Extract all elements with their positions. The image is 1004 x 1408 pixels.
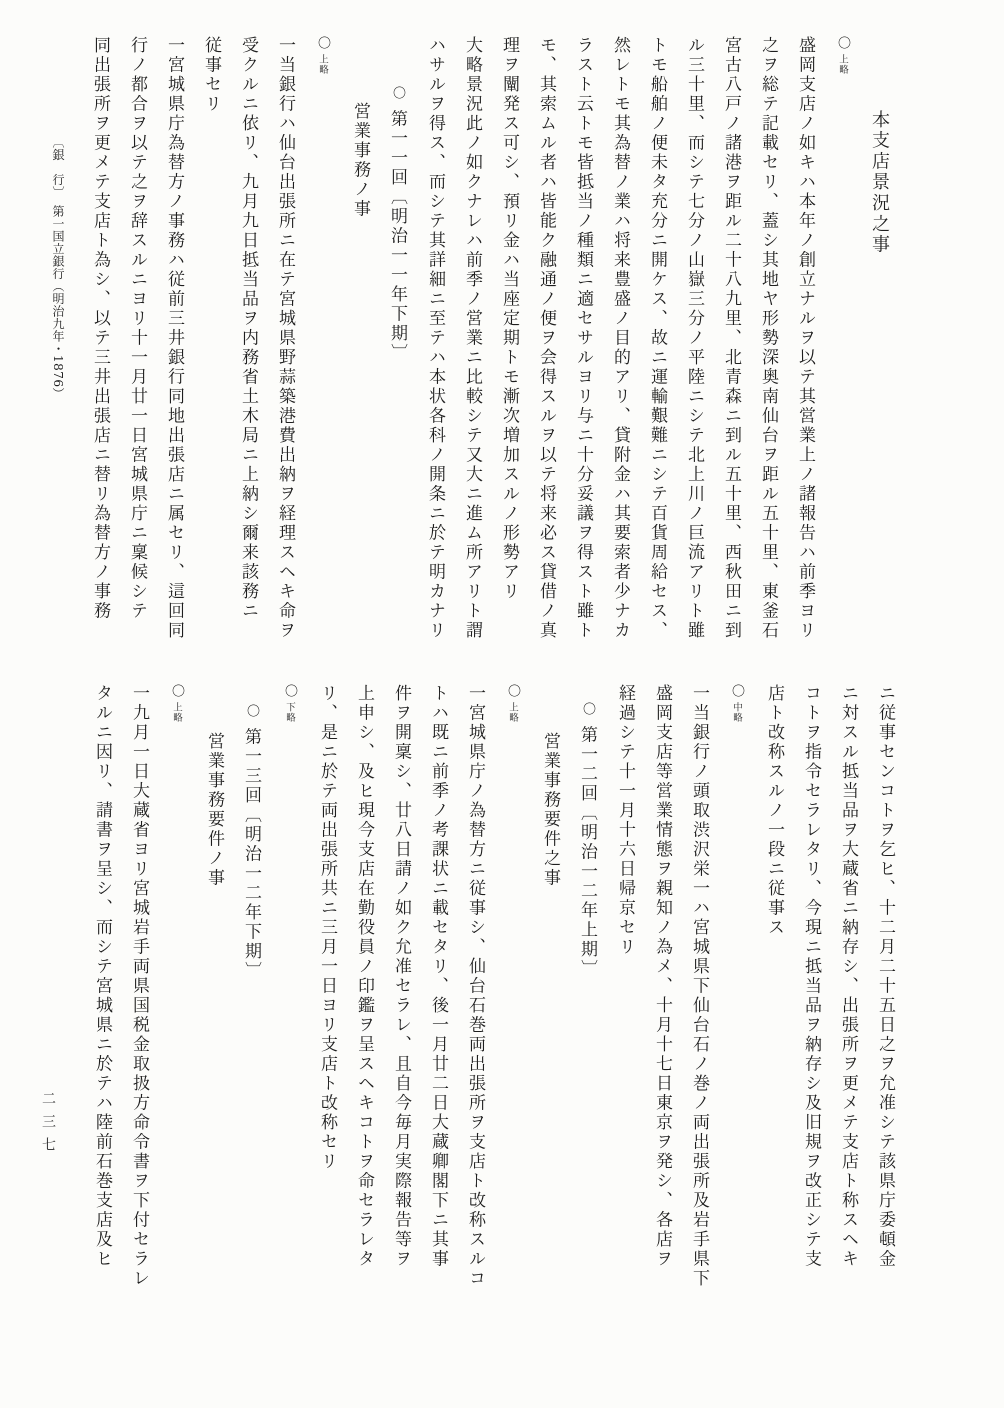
sub-heading-column: 営業事務ノ事 bbox=[350, 102, 370, 219]
bottom-text-block bbox=[83, 684, 903, 1294]
omission-note-column bbox=[303, 36, 341, 646]
body-text-column: 然レトモ其為替ノ業ハ将来豊盛ノ目的アリ、貸附金ハ其要索者少ナカ bbox=[610, 36, 630, 641]
body-text-column: 従事セリ bbox=[201, 36, 221, 114]
body-text-column: 一当銀行ノ頭取渋沢栄一ハ宮城県下仙台石ノ巻ノ両出張所及岩手県下 bbox=[689, 684, 709, 1289]
body-text-column: モ、其索ムル者ハ皆能ク融通ノ便ヲ会得スルヲ以テ将来必ス貸借ノ真 bbox=[536, 36, 556, 641]
body-text-column: 一宮城県庁為替方ノ事務ハ従前三井銀行同地出張店ニ属セリ、這回同 bbox=[164, 36, 184, 641]
section-title-column: 本支店景況之事 bbox=[869, 110, 890, 256]
top-text-block bbox=[81, 36, 898, 646]
circle-marker: 〇 bbox=[835, 36, 850, 52]
column-text: 上略 bbox=[317, 53, 328, 75]
body-text-column: 盛岡支店ノ如キハ本年ノ創立ナルヲ以テ其営業上ノ諸報告ハ前季ヨリ bbox=[795, 36, 815, 641]
circle-marker: 〇 bbox=[282, 684, 297, 700]
body-text-column: 同出張所ヲ更メテ支店ト為シ、以テ三井出張店ニ替リ為替方ノ事務 bbox=[90, 36, 110, 621]
report-round-heading-column bbox=[568, 684, 606, 1294]
running-title: 〔銀 行〕 第一国立銀行（明治九年・1876） bbox=[51, 136, 65, 401]
omission-note-column bbox=[823, 36, 861, 646]
omission-note-column bbox=[493, 684, 531, 1294]
column-text: 中略 bbox=[731, 701, 742, 723]
column-text: 上略 bbox=[507, 701, 518, 723]
circle-marker: 〇 bbox=[729, 684, 744, 700]
body-text-column: 一九月一日大蔵省ヨリ宮城岩手両県国税金取扱方命令書ヲ下付セラレ bbox=[129, 684, 149, 1289]
body-text-column: ニ従事センコトヲ乞ヒ、十二月二十五日之ヲ允准シテ該県庁委頓金 bbox=[875, 684, 895, 1269]
body-text-column: 之ヲ総テ記載セリ、蓋シ其地ヤ形勢深奥南仙台ヲ距ル五十里、東釜石 bbox=[758, 36, 778, 641]
body-text-column: ラスト云トモ皆抵当ノ種類ニ適セサルヨリ与ニ十分妥議ヲ得スト雖ト bbox=[573, 36, 593, 641]
body-text-column: 一当銀行ハ仙台出張所ニ在テ宮城県野蒜築港費出納ヲ経理スヘキ命ヲ bbox=[275, 36, 295, 641]
column-text: 上略 bbox=[837, 53, 848, 75]
body-text-column: 経過シテ十一月十六日帰京セリ bbox=[615, 684, 635, 957]
circle-marker: 〇 bbox=[244, 704, 259, 720]
sub-heading-column: 営業事務要件之事 bbox=[540, 732, 560, 888]
circle-marker: 〇 bbox=[169, 684, 184, 700]
body-text-column: 大略景況此ノ如クナレハ前季ノ営業ニ比較シテ又大ニ進ム所アリト謂 bbox=[462, 36, 482, 641]
body-text-column: コトヲ指令セラレタリ、今現ニ抵当品ヲ納存シ及旧規ヲ改正シテ支 bbox=[801, 684, 821, 1269]
column-text: 上略 bbox=[171, 701, 182, 723]
column-text: 下略 bbox=[284, 701, 295, 723]
sub-heading-column: 営業事務要件ノ事 bbox=[204, 732, 224, 888]
circle-marker: 〇 bbox=[315, 36, 330, 52]
report-round-heading-column bbox=[232, 684, 270, 1294]
body-text-column: 店ト改称スルノ一段ニ従事ス bbox=[764, 684, 784, 938]
body-text-column: トハ既ニ前季ノ考課状ニ載セタリ、後一月廿二日大蔵卿閣下ニ其事 bbox=[428, 684, 448, 1269]
body-text-column: 受クルニ依リ、九月九日抵当品ヲ内務省土木局ニ上納シ爾来該務ニ bbox=[238, 36, 258, 621]
column-text: 第一二回〔明治一二年上期〕 bbox=[577, 725, 597, 979]
body-text-column: 行ノ都合ヲ以テ之ヲ辞スルニヨリ十一月廿一日宮城県庁ニ稟候シテ bbox=[127, 36, 147, 621]
circle-marker: 〇 bbox=[505, 684, 520, 700]
omission-note-column bbox=[157, 684, 195, 1294]
column-text: 第一三回〔明治一二年下期〕 bbox=[241, 727, 261, 981]
body-text-column: ハサルヲ得ス、而シテ其詳細ニ至テハ本状各科ノ開条ニ於テ明カナリ bbox=[425, 36, 445, 641]
body-text-column: ニ対スル抵当品ヲ大蔵省ニ納存シ、出張所ヲ更メテ支店ト称スヘキ bbox=[838, 684, 858, 1269]
body-text-column: 盛岡支店等営業情態ヲ親知ノ為メ、十月十七日東京ヲ発シ、各店ヲ bbox=[652, 684, 672, 1269]
body-text-column: 理ヲ闡発ス可シ、預リ金ハ当座定期トモ漸次増加スルノ形勢アリ bbox=[499, 36, 519, 602]
omission-note-column bbox=[270, 684, 308, 1294]
body-text-column: 件ヲ開稟シ、廿八日請ノ如ク允准セラレ、且自今毎月実際報告等ヲ bbox=[391, 684, 411, 1269]
body-text-column: リ、是ニ於テ両出張所共ニ三月一日ヨリ支店ト改称セリ bbox=[317, 684, 337, 1172]
body-text-column: 一宮城県庁ノ為替方ニ従事シ、仙台石巻両出張所ヲ支店ト改称スルコ bbox=[465, 684, 485, 1289]
body-text-column: ル三十里、而シテ七分ノ山嶽三分ノ平陸ニシテ北上川ノ巨流アリト雖 bbox=[684, 36, 704, 641]
report-round-heading-column bbox=[378, 36, 416, 646]
circle-marker: 〇 bbox=[390, 86, 405, 102]
omission-note-column bbox=[717, 684, 755, 1294]
body-text-column: 宮古八戸ノ諸港ヲ距ル二十八九里、北青森ニ到ル五十里、西秋田ニ到 bbox=[721, 36, 741, 641]
page-number: 二三七 bbox=[40, 1091, 56, 1160]
circle-marker: 〇 bbox=[580, 702, 595, 718]
body-text-column: タルニ因リ、請書ヲ呈シ、而シテ宮城県ニ於テハ陸前石巻支店及ヒ bbox=[92, 684, 112, 1269]
body-text-column: 上申シ、及ヒ現今支店在勤役員ノ印鑑ヲ呈スヘキコトヲ命セラレタ bbox=[354, 684, 374, 1269]
column-text: 第一一回〔明治一一年下期〕 bbox=[387, 109, 407, 363]
body-text-column: トモ船舶ノ便未タ充分ニ開ケス、故ニ運輸艱難ニシテ百貨周給セス、 bbox=[647, 36, 667, 641]
